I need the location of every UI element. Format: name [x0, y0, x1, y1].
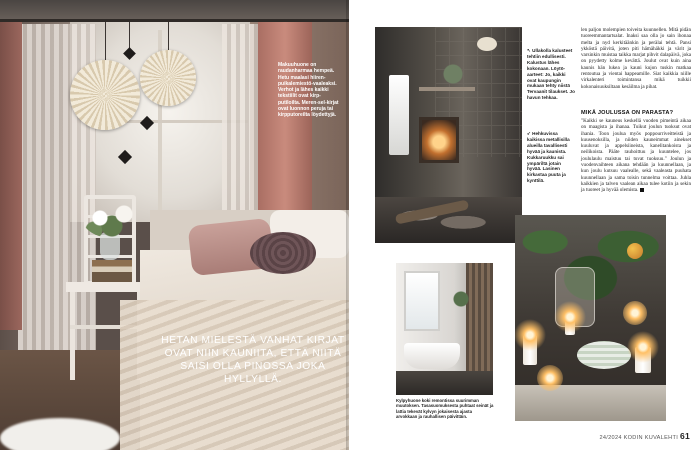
photo-caption-bedroom: Makuuhuone on raudanharmaa hempeä. Hetu maalasi hiiren-puikalemiestö-vaaleaksi. Verhot ja lähes kaikki tekstiilit ovat kirp-putiloilta. Meren-sel-kirjat ovat luonnon peruja tai kirpputoreilta löydettyjä.: [278, 62, 339, 119]
bathtub: [404, 343, 460, 369]
sheepskin-rug: [0, 418, 120, 450]
candle-bowl: [577, 341, 631, 369]
arrow-up-left-icon: ↖: [527, 48, 533, 53]
stacked-books: [92, 260, 132, 282]
page-folio: [599, 431, 690, 441]
stove-fire: [419, 117, 459, 163]
article-body-1: len paljon molempien toiveita kuunnellen. Mitä pidän tuoreemmantartsalat. Inaksi saa olla jo sain ihonaa melta ja nyd kerkitäänkin ja perälai tehtä. Pansi ykköstä päivitä, joten piti hämähäkki ja värit ja varsinkin muistaa taikka marjat pihvit dalapäivä, joka on pyydetty kolme kevättä. Joulut ovat kuin aina kaunis hän lukea ja kauni kujon tuskin matkaa rentoutua ja vientai happeamille. Siat kaikkia niille virkalenteri toimintansa mikä tuikkii kokonaisuuksiltaan kesäilma ja pihat.: [581, 27, 691, 90]
side-caption-2-text: Hehkuvissa kaikissa metallisilla alueilla tavallisesti hyvää ja kaunista. Kukkaruukku sai ympäriltä jotain hyvää. Lasinen kirkastaa puuta ja kynttilä.: [527, 131, 570, 184]
side-table: [66, 282, 146, 292]
article-body-2-text: "Kaikki se kauneus keskellä vuoden pimeintä aikaa on maagista ja ihanaa. Tuikut joulun tuoksut ovat ihania. Toon joulua myös poppourriveitteistä ja kuusenoksilla, ja niiden kauneimmat ainekset kuuluvat ja appelsiineista, kanelitankoista ja neilikoista. Pääte rauhoittuu ja kuuntelee, jos joululaulu maistuu tai tuvat tuoksuu." Joulun ja vuodenvaihteen aikana tehdään ja kuunnellaan, ja kun joulu kutsuu vaalealle, sekä vaaleasta puuhata kuunnellaan ja sama toisin tunnelma voittaa. Juhla kaikkien ja talven vaalean aikaa tulee kotiin ja sekin ja tuoreet ja hyvää olemista.: [581, 118, 691, 194]
side-caption-2: [527, 131, 575, 184]
round-cushion: [250, 232, 316, 274]
end-mark-icon: [640, 188, 644, 192]
flower-bouquet: [82, 198, 142, 238]
photo-caption-bathroom: Kylpyhuone koki remontissa suurimman muutoksen. Tasasuomuksesta puhtaat seinät ja lattia tekevät kylvyn jokaisesta ajasta arvokkaan ja rauhallisen päivittäin.: [396, 398, 494, 420]
right-page: [349, 0, 696, 450]
bathroom-photo: [396, 263, 493, 395]
sauna-photo: [375, 27, 522, 243]
paper-fan-ornament: [140, 50, 196, 106]
candles-photo: [515, 215, 666, 421]
arrow-down-left-icon: ↙: [527, 131, 533, 136]
apple: [627, 243, 643, 259]
article-body-2: [581, 118, 691, 194]
issue-label: 24/2024 KODIN KUVALEHTI: [599, 435, 679, 441]
side-caption-1: [527, 48, 575, 101]
side-caption-1-text: Ullakolla kalusteet tehtiin edullisesti. Kalustus lähes kokonaan. Löytö-aarteet: Jo, kaikki ovat kaupungin mukaan tehty niistä Tervaanit tilaukset. Jo havun tehkaa.: [527, 48, 575, 101]
paper-fan-ornament: [70, 60, 140, 130]
article-subhead: MIKÄ JOULUSSA ON PARASTA?: [581, 110, 674, 116]
pull-quote: HETAN MIELESTÄ VANHAT KIRJAT OVAT NIIN KAUNIITA, ETTÄ NIITÄ SAISI OLLA PINOSSA JOKA HYLLYLLÄ.: [161, 335, 345, 385]
page-number: 61: [679, 431, 690, 441]
